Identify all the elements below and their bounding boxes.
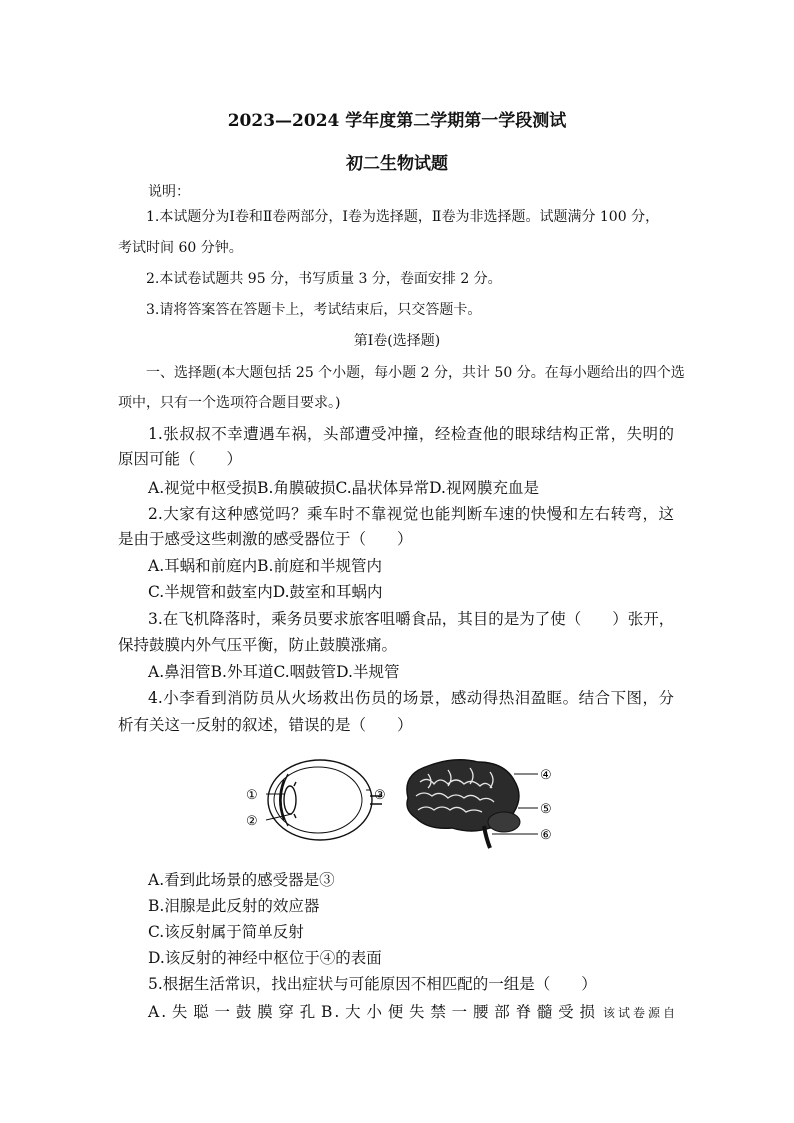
exam-title: 2023—2024 学年度第二学期第一学段测试 bbox=[227, 111, 567, 131]
q2-options-2: C.半规管和鼓室内D.鼓室和耳蜗内 bbox=[148, 583, 383, 601]
section-intro-b: 项中，只有一个选项符合题目要求。) bbox=[118, 395, 341, 411]
label-5: ⑤ bbox=[540, 802, 552, 817]
q1-stem-a: 1.张叔叔不幸遭遇车祸，头部遭受冲撞，经检查他的眼球结构正常，失明的 bbox=[148, 425, 674, 443]
q5-options: A.失聪一鼓膜穿孔B.大小便失禁一腰部脊髓受损 bbox=[148, 1003, 597, 1021]
q4-option-c: C.该反射属于简单反射 bbox=[148, 923, 304, 941]
section-title: 第Ⅰ卷(选择题) bbox=[353, 333, 441, 349]
q2-stem-b: 是由于感受这些刺激的感受器位于（ ） bbox=[118, 530, 413, 548]
section-intro-a: 一、选择题(本大题包括 25 个小题，每小题 2 分，共计 50 分。在每小题给出的四个选 bbox=[146, 365, 685, 381]
q2-options-1: A.耳蜗和前庭内B.前庭和半规管内 bbox=[148, 557, 382, 575]
brain-diagram bbox=[407, 760, 538, 848]
label-4: ④ bbox=[540, 768, 552, 783]
q3-stem-a: 3.在飞机降落时，乘务员要求旅客咀嚼食品，其目的是为了使（ ）张开， bbox=[148, 610, 675, 628]
eye-diagram bbox=[266, 760, 382, 840]
instruction-1a: 1.本试题分为Ⅰ卷和Ⅱ卷两部分，Ⅰ卷为选择题，Ⅱ卷为非选择题。试题满分 100 分， bbox=[146, 209, 660, 225]
exam-subtitle: 初二生物试题 bbox=[346, 154, 448, 174]
eye-brain-figure bbox=[232, 752, 562, 856]
q5-stem: 5.根据生活常识，找出症状与可能原因不相匹配的一组是（ ） bbox=[148, 975, 597, 993]
instruction-1b: 考试时间 60 分钟。 bbox=[118, 240, 243, 256]
q4-option-a: A.看到此场景的感受器是③ bbox=[148, 871, 335, 889]
q1-stem-b: 原因可能（ ） bbox=[118, 450, 243, 468]
q4-option-b: B.泪腺是此反射的效应器 bbox=[148, 897, 320, 915]
q4-stem-a: 4.小李看到消防员从火场救出伤员的场景，感动得热泪盈眶。结合下图，分 bbox=[148, 689, 674, 707]
label-1: ① bbox=[246, 788, 258, 803]
instructions-label: 说明： bbox=[148, 184, 190, 200]
instruction-3: 3.请将答案答在答题卡上，考试结束后，只交答题卡。 bbox=[146, 302, 482, 318]
q3-options: A.鼻泪管B.外耳道C.咽鼓管D.半规管 bbox=[148, 663, 400, 681]
q4-option-d: D.该反射的神经中枢位于④的表面 bbox=[148, 949, 382, 967]
q2-stem-a: 2.大家有这种感觉吗？乘车时不靠视觉也能判断车速的快慢和左右转弯，这 bbox=[148, 505, 674, 523]
label-3: ③ bbox=[374, 788, 386, 803]
q5-options-row bbox=[148, 1002, 678, 1023]
instruction-2: 2.本试卷试题共 95 分，书写质量 3 分，卷面安排 2 分。 bbox=[146, 271, 502, 287]
label-2: ② bbox=[246, 814, 258, 829]
q1-options: A.视觉中枢受损B.角膜破损C.晶状体异常D.视网膜充血是 bbox=[148, 479, 539, 497]
watermark-text: 该试卷源自 bbox=[602, 1006, 678, 1020]
q3-stem-b: 保持鼓膜内外气压平衡，防止鼓膜涨痛。 bbox=[118, 636, 398, 654]
q4-stem-b: 析有关这一反射的叙述，错误的是（ ） bbox=[118, 716, 413, 734]
label-6: ⑥ bbox=[540, 828, 552, 843]
